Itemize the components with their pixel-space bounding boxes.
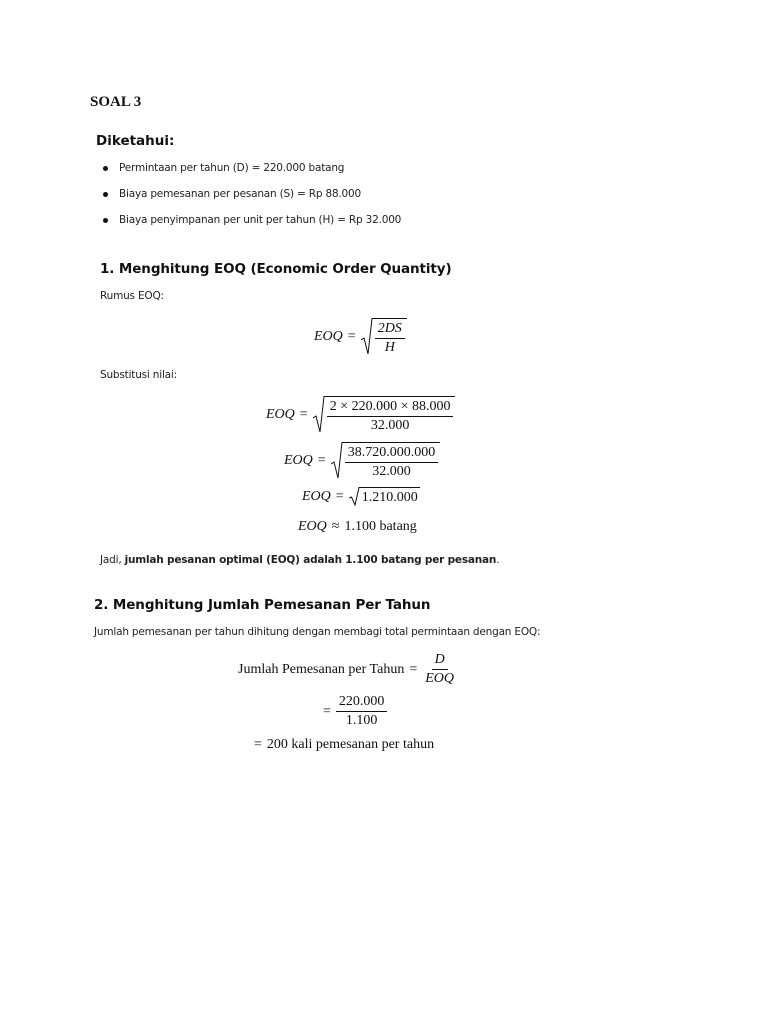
orders-substitution: = $\frac{220.000}{1.100}$ [318, 694, 387, 729]
eq-lhs: EOQ [284, 453, 313, 468]
list-item [100, 186, 401, 212]
item-text: Permintaan per tahun ( [119, 162, 237, 174]
eq-lhs: EOQ [302, 488, 331, 504]
sqrt-symbol [349, 487, 420, 506]
orders-result: = 200 kali pemesanan per tahun [254, 737, 435, 752]
item-text: ) = 220.000 batang [244, 162, 345, 174]
conclusion-text: . [496, 554, 500, 566]
eq-rhs: 1.100 batang [344, 519, 417, 534]
fraction-denominator: 32.000 [372, 463, 411, 479]
item-variable: H [322, 214, 331, 226]
eq-rhs: 200 kali pemesanan per tahun [266, 737, 435, 752]
section-1-heading: 1. Menghitung EOQ (Economic Order Quantity) [100, 261, 452, 277]
section-2-heading: 2. Menghitung Jumlah Pemesanan Per Tahun [94, 597, 431, 613]
eoq-conclusion [100, 554, 499, 566]
sqrt-symbol [331, 442, 441, 480]
eoq-substitution-3: EOQ = 1.210.000 [302, 488, 418, 505]
eq-lhs: EOQ [266, 407, 295, 422]
fraction-numerator: 2 × 220.000 × 88.000 [327, 399, 454, 417]
fraction-numerator: 220.000 [336, 694, 388, 712]
given-list [100, 160, 401, 238]
conclusion-bold: jumlah pesanan optimal (EOQ) adalah 1.100 batang per pesanan [124, 554, 497, 566]
sqrt-symbol [361, 318, 407, 356]
substitution-label: Substitusi nilai: [100, 369, 177, 381]
list-item [100, 160, 401, 186]
problem-title: SOAL 3 [90, 94, 142, 110]
fraction-denominator: H [384, 339, 395, 355]
fraction-denominator: 32.000 [370, 417, 410, 433]
list-item [100, 212, 401, 238]
eoq-result [298, 519, 417, 535]
eq-lhs: EOQ [314, 329, 343, 344]
eq-lhs: EOQ [298, 519, 327, 534]
eoq-substitution-1: EOQ = $\frac{2 \times 220.000 \times 88.000}{32.000}$ [266, 396, 455, 434]
item-text: Biaya pemesanan per pesanan (S) = Rp 88.000 [119, 188, 362, 200]
item-text: Biaya penyimpanan per unit per tahun ( [119, 214, 323, 226]
eoq-substitution-2: EOQ = $\frac{38.720.000.000}{32.000}$ [284, 442, 440, 480]
fraction-numerator: 38.720.000.000 [345, 445, 439, 463]
eoq-formula: EOQ = $\frac{2DS}{H}$ [314, 318, 407, 356]
eq-lhs: Jumlah Pemesanan per Tahun [238, 661, 405, 677]
approx-sign: ≈ [331, 519, 340, 534]
conclusion-text: Jadi, [100, 554, 125, 566]
section-2-description: Jumlah pemesanan per tahun dihitung dengan membagi total permintaan dengan EOQ: [94, 626, 541, 638]
fraction-numerator: D [432, 652, 448, 670]
given-heading: Diketahui: [96, 133, 175, 149]
formula-label: Rumus EOQ: [100, 290, 164, 302]
item-text: ) = Rp 32.000 [330, 214, 402, 226]
radicand: 1.210.000 [360, 487, 420, 506]
sqrt-symbol [313, 396, 456, 434]
orders-formula: Jumlah Pemesanan per Tahun = $\frac{D}{\text{EOQ}}$ [238, 652, 457, 687]
fraction-numerator: 2DS [375, 321, 405, 339]
item-variable: D [236, 162, 245, 174]
fraction-denominator: 1.100 [345, 713, 378, 728]
fraction-denominator: EOQ [425, 671, 455, 686]
